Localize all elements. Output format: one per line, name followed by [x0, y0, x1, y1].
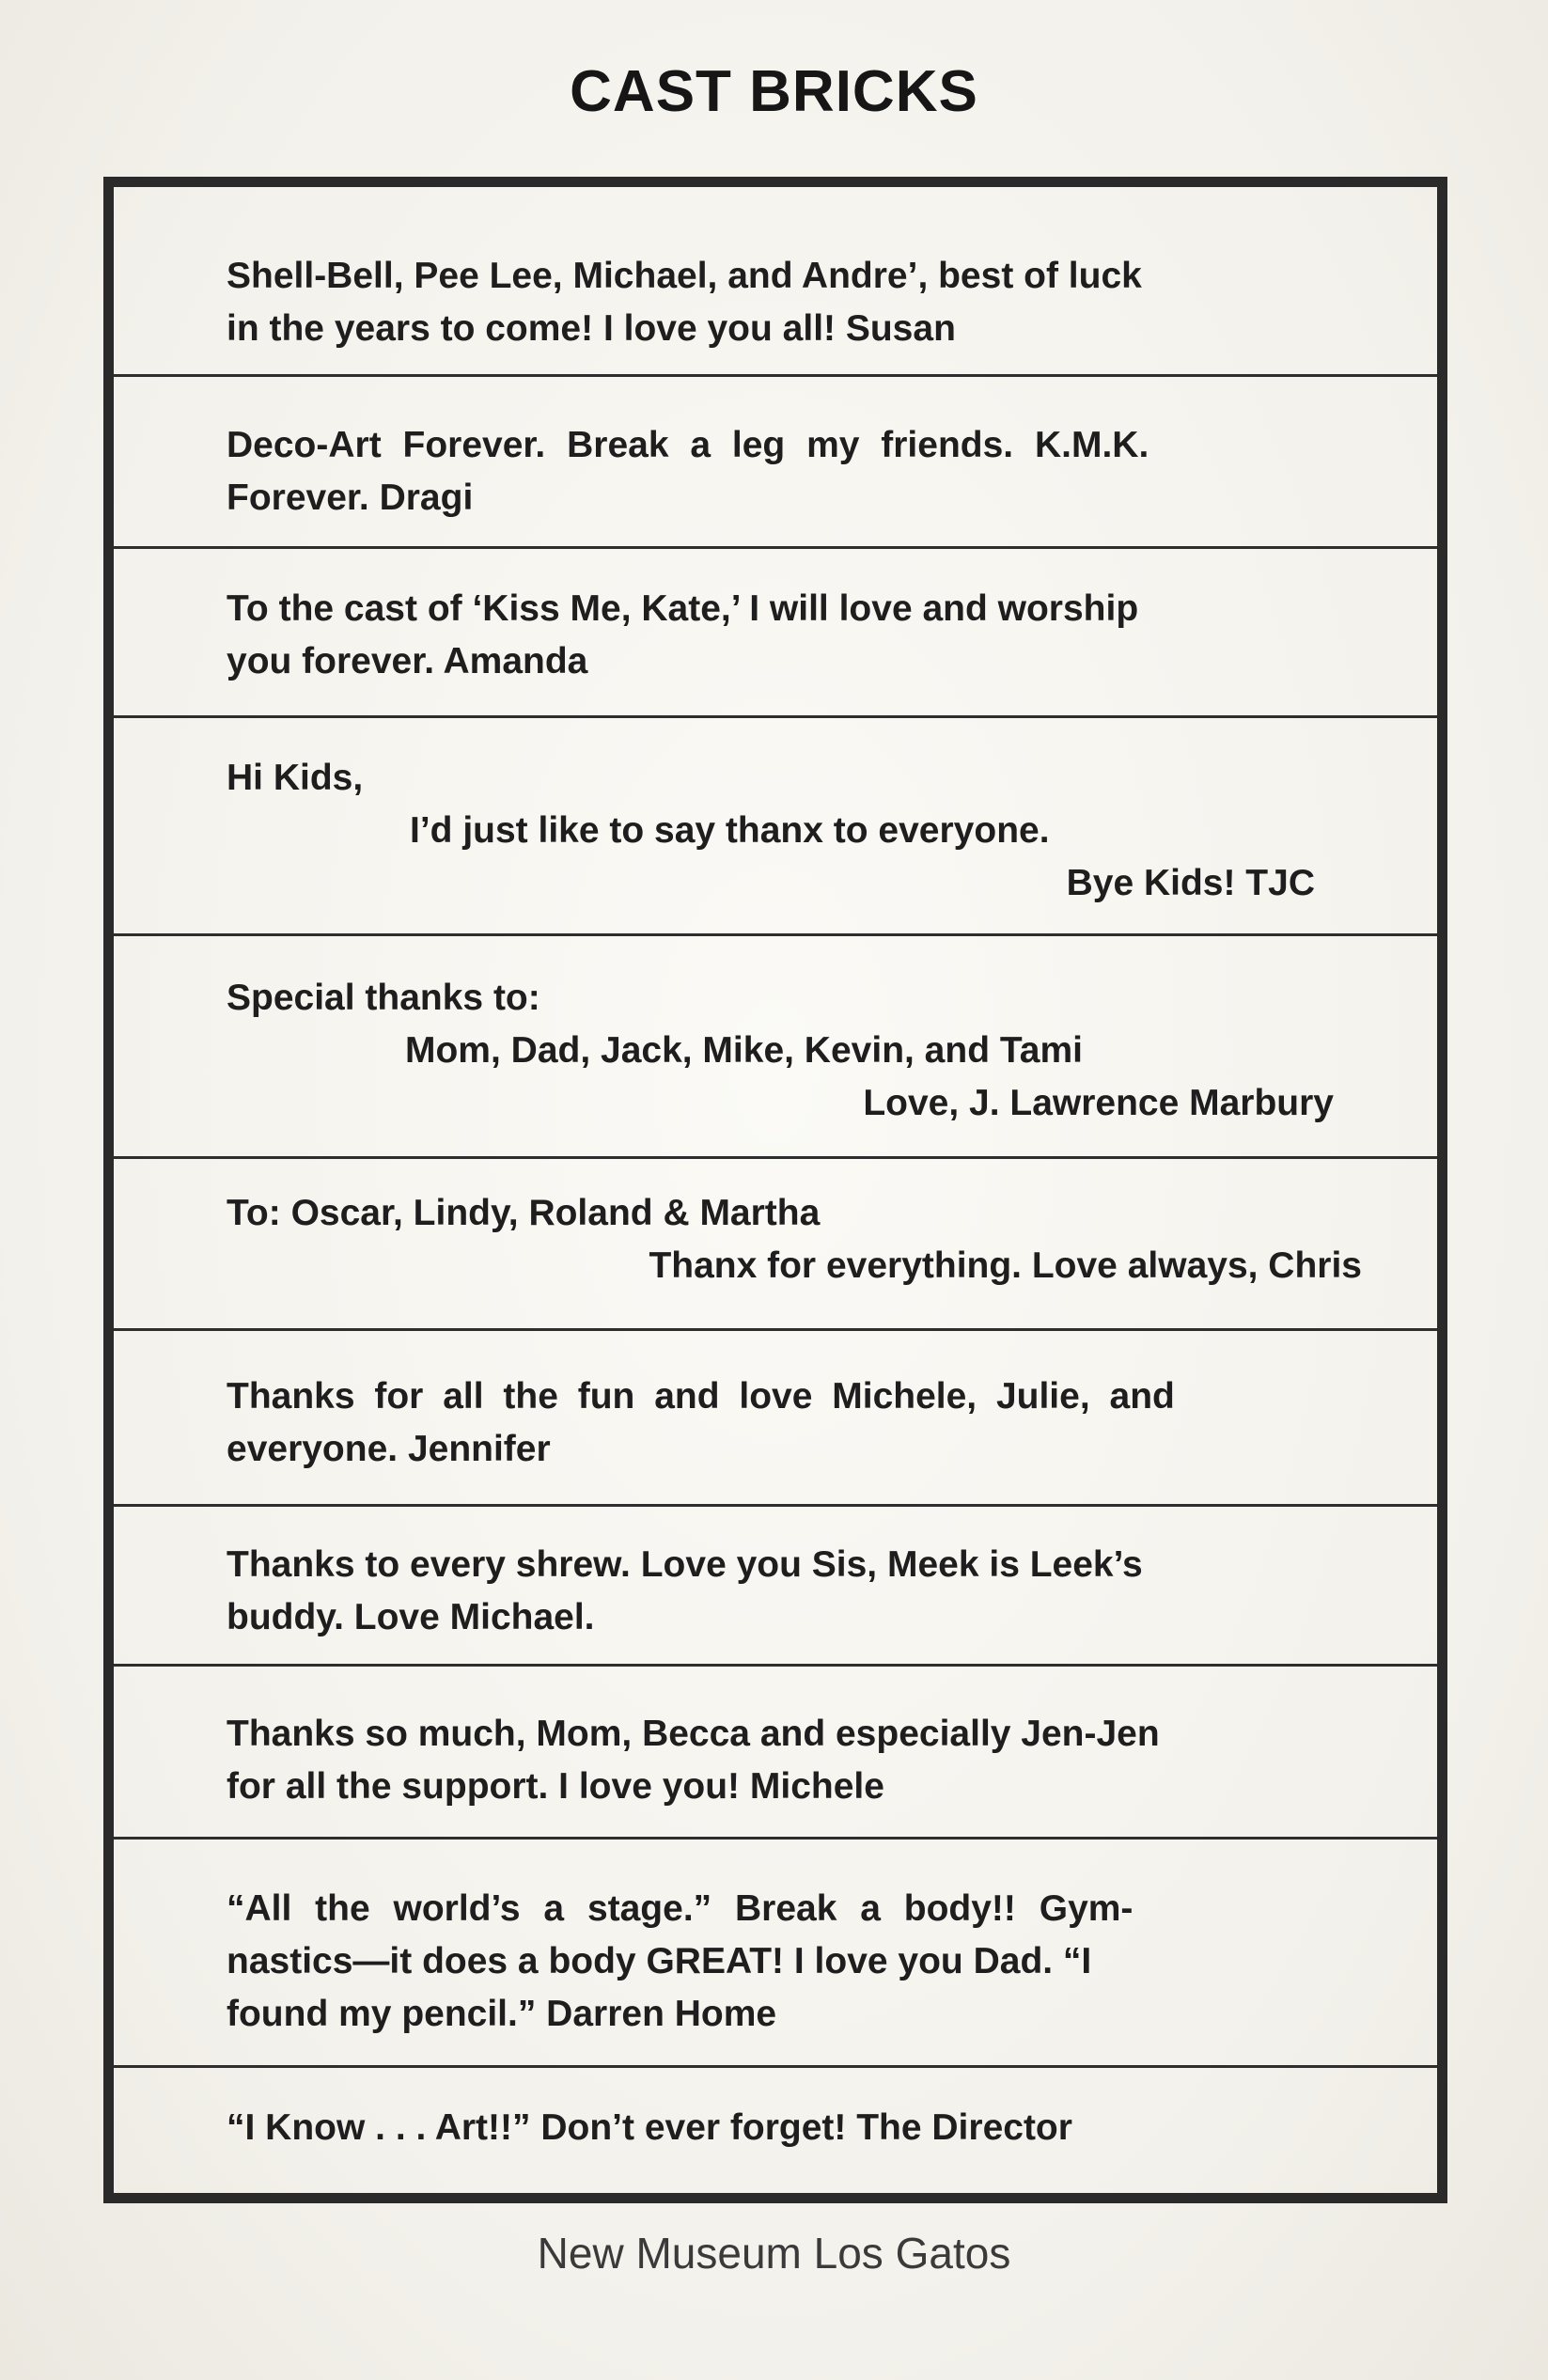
brick-line: Thanks so much, Mom, Becca and especially Jen-Jen [227, 1714, 1160, 1754]
brick-line: I’d just like to say thanx to everyone. [410, 810, 1050, 851]
brick-tjc [114, 715, 1437, 933]
brick-line: Forever. Dragi [227, 478, 474, 518]
brick-line: To the cast of ‘Kiss Me, Kate,’ I will love and worship [227, 588, 1139, 629]
brick-line: for all the support. I love you! Michele [227, 1766, 884, 1807]
brick-chris [114, 1156, 1437, 1328]
brick-michele [114, 1664, 1437, 1837]
brick-line: in the years to come! I love you all! Susan [227, 308, 956, 349]
brick-line: To: Oscar, Lindy, Roland & Martha [227, 1193, 821, 1233]
brick-line: Love, J. Lawrence Marbury [863, 1083, 1334, 1123]
museum-credit: New Museum Los Gatos [537, 2229, 1011, 2278]
brick-line: “All the world’s a stage.” Break a body!! Gym- [227, 1888, 1134, 1929]
page-title: CAST BRICKS [570, 59, 978, 124]
brick-dragi [114, 374, 1437, 546]
brick-line: everyone. Jennifer [227, 1429, 551, 1469]
brick-darren [114, 1837, 1437, 2065]
brick-line: Thanks for all the fun and love Michele, Julie, and [227, 1376, 1175, 1417]
brick-amanda [114, 546, 1437, 715]
brick-marbury [114, 933, 1437, 1156]
brick-line: Thanx for everything. Love always, Chris [649, 1245, 1362, 1286]
brick-line: Deco-Art Forever. Break a leg my friends. K.M.K. [227, 425, 1149, 465]
brick-line: Mom, Dad, Jack, Mike, Kevin, and Tami [405, 1030, 1083, 1071]
brick-director [114, 2065, 1437, 2193]
brick-michael [114, 1504, 1437, 1664]
brick-line: Special thanks to: [227, 978, 540, 1018]
brick-jennifer [114, 1328, 1437, 1504]
brick-line: Thanks to every shrew. Love you Sis, Meek is Leek’s [227, 1544, 1143, 1585]
brick-line: found my pencil.” Darren Home [227, 1994, 777, 2034]
brick-line: Hi Kids, [227, 758, 364, 798]
brick-line: you forever. Amanda [227, 641, 588, 681]
bricks-frame [103, 177, 1447, 2203]
brick-line: nastics—it does a body GREAT! I love you Dad. “I [227, 1941, 1092, 1981]
brick-line: “I Know . . . Art!!” Don’t ever forget! The Director [227, 2107, 1072, 2148]
brick-line: Bye Kids! TJC [1066, 863, 1315, 903]
brick-line: Shell-Bell, Pee Lee, Michael, and Andre’, best of luck [227, 256, 1142, 296]
brick-line: buddy. Love Michael. [227, 1597, 595, 1637]
